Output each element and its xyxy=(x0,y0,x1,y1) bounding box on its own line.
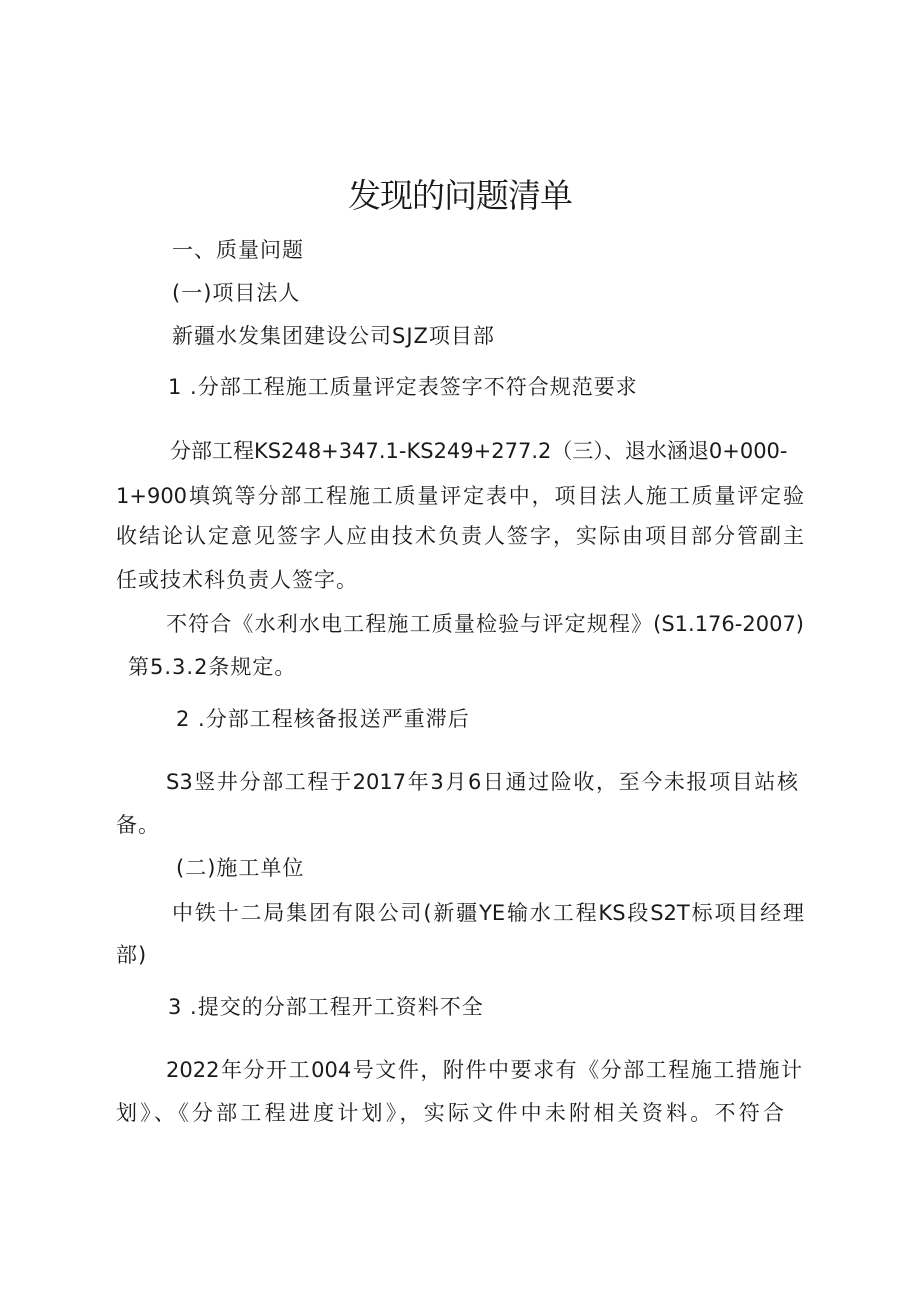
document-title: 发现的问题清单 xyxy=(348,176,572,215)
paragraph-line: 分部工程KS248+347.1-KS249+277.2（三）、退水涵退0+000- xyxy=(170,439,788,463)
paragraph-line: 1+900填筑等分部工程施工质量评定表中，项目法人施工质量评定验 xyxy=(116,484,804,508)
section-heading-quality: 一、质量问题 xyxy=(172,238,304,262)
organization-name-owner: 新疆水发集团建设公司SJZ项目部 xyxy=(172,324,495,348)
paragraph-line: 备。 xyxy=(116,813,160,837)
paragraph-line: 2022年分开工004号文件，附件中要求有《分部工程施工措施计 xyxy=(166,1058,802,1082)
paragraph-line: 收结论认定意见签字人应由技术负责人签字，实际由项目部分管副主 xyxy=(116,524,804,548)
issue-heading-2: 2 .分部工程核备报送严重滞后 xyxy=(176,707,470,731)
issue-heading-3: 3 .提交的分部工程开工资料不全 xyxy=(168,995,484,1019)
paragraph-line: 中铁十二局集团有限公司(新疆YE输水工程KS段S2T标项目经理 xyxy=(172,901,804,925)
paragraph-line: 部) xyxy=(116,943,148,967)
subsection-heading-project-owner: (一)项目法人 xyxy=(172,281,301,305)
issue-heading-1: 1 .分部工程施工质量评定表签字不符合规范要求 xyxy=(168,375,638,399)
subsection-heading-contractor: (二)施工单位 xyxy=(176,856,305,880)
paragraph-line: 不符合《水利水电工程施工质量检验与评定规程》(S1.176-2007) xyxy=(166,612,804,636)
paragraph-line: 划》、《分部工程进度计划》，实际文件中未附相关资料。不符合 xyxy=(116,1101,784,1125)
paragraph-line: 第5.3.2条规定。 xyxy=(128,655,297,679)
paragraph-line: S3竖井分部工程于2017年3月6日通过险收，至今未报项目站核 xyxy=(166,770,798,794)
paragraph-line: 任或技术科负责人签字。 xyxy=(116,568,358,592)
